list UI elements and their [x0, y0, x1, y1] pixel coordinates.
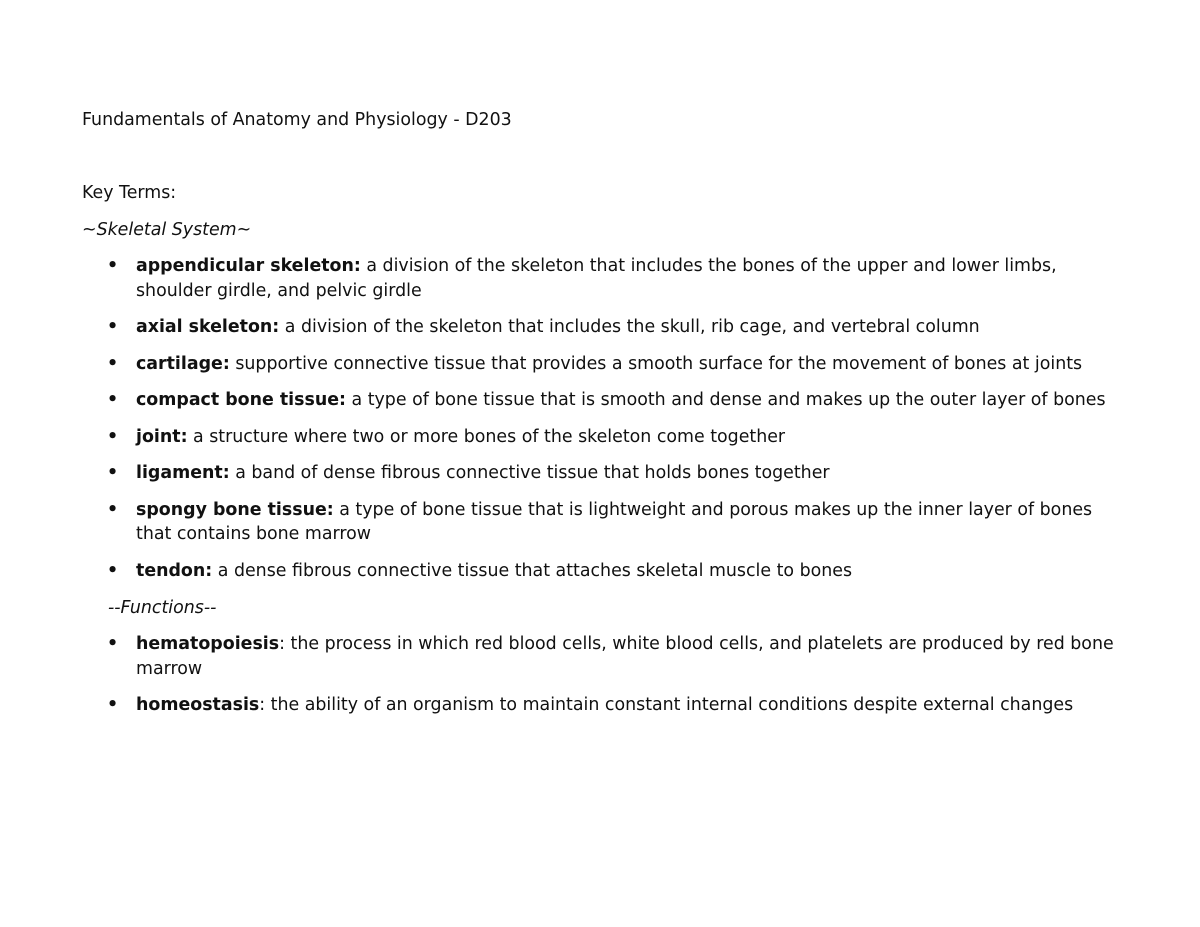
list-item — [82, 461, 1122, 486]
bullet-icon: • — [107, 634, 119, 654]
subsection-heading-functions: --Functions-- — [108, 598, 217, 618]
bullet-icon: • — [107, 317, 119, 337]
term-definition: a structure where two or more bones of the skeleton come together — [187, 426, 786, 447]
term-definition: a division of the skeleton that includes the bones of the upper and lower limbs, shoulder girdle, and pelvic girdle — [136, 256, 1057, 301]
list-item — [82, 254, 1122, 303]
bullet-icon: • — [107, 426, 119, 447]
list-item — [82, 693, 1122, 718]
term-label: hematopoiesis — [136, 634, 280, 654]
term-definition: supportive connective tissue that provides a smooth surface for the movement of bones at joints — [229, 353, 1083, 374]
list-item — [82, 315, 1122, 340]
term-definition: a division of the skeleton that includes the skull, rib cage, and vertebral column — [279, 317, 980, 337]
list-item — [82, 388, 1122, 413]
document-title: Fundamentals of Anatomy and Physiology - D203 — [82, 110, 512, 130]
term-definition: a type of bone tissue that is smooth and dense and makes up the outer layer of bones — [345, 390, 1106, 410]
bullet-icon: • — [107, 560, 119, 581]
function-terms-list — [82, 632, 1122, 718]
list-item — [82, 498, 1122, 547]
list-item — [82, 559, 1122, 584]
bullet-icon: • — [107, 353, 119, 374]
term-label: ligament: — [136, 463, 230, 483]
term-label: compact bone tissue: — [136, 390, 346, 410]
term-label: axial skeleton: — [136, 317, 280, 337]
bullet-icon: • — [107, 256, 119, 276]
term-definition: : the ability of an organism to maintain constant internal conditions despite external changes — [259, 695, 1074, 715]
list-item — [82, 352, 1122, 377]
key-terms-label: Key Terms: — [82, 183, 177, 203]
bullet-icon: • — [107, 390, 119, 410]
list-item — [82, 425, 1122, 450]
term-label: joint: — [136, 426, 188, 447]
term-label: homeostasis — [136, 695, 260, 715]
term-label: tendon: — [136, 560, 213, 581]
skeletal-terms-list — [82, 254, 1122, 583]
term-label: spongy bone tissue: — [136, 499, 334, 520]
list-item — [82, 632, 1122, 681]
term-definition: a dense fibrous connective tissue that attaches skeletal muscle to bones — [212, 560, 853, 581]
bullet-icon: • — [107, 695, 119, 715]
section-heading-skeletal-system: ~Skeletal System~ — [82, 220, 252, 240]
term-definition: a band of dense fibrous connective tissue that holds bones together — [229, 463, 830, 483]
document-page — [82, 108, 1122, 718]
term-label: appendicular skeleton: — [136, 256, 361, 276]
term-label: cartilage: — [136, 353, 230, 374]
term-definition: a type of bone tissue that is lightweight and porous makes up the inner layer of bones that contains bone marrow — [136, 499, 1093, 544]
bullet-icon: • — [107, 499, 119, 520]
term-definition: : the process in which red blood cells, white blood cells, and platelets are produced by red bone marrow — [136, 634, 1114, 679]
bullet-icon: • — [107, 463, 119, 483]
